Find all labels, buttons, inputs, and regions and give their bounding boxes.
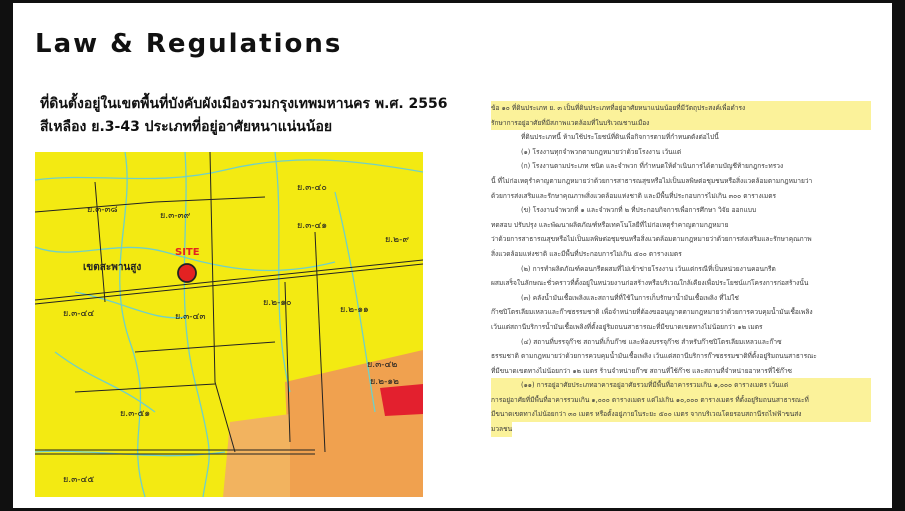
regulation-line: (๔) สถานที่บรรจุก๊าซ สถานที่เก็บก๊าซ และห้องบรรจุก๊าซ สำหรับก๊าซปิโตรเลียมเหลวและก๊าซ [521,337,782,346]
regulation-line: การอยู่อาศัยที่มีพื้นที่อาคารรวมเกิน ๑,๐๐๐ ตารางเมตร แต่ไม่เกิน ๑๐,๐๐๐ ตารางเมตร ที่ตั้งอยู่ริมถนนสาธารณะที่ [491,393,871,408]
zone-label: ย.๓-๓๘ [87,205,118,215]
regulation-text [491,101,871,442]
map-heading [40,93,448,139]
regulation-line: ด้วยการส่งเสริมและรักษาคุณภาพสิ่งแวดล้อมแห่งชาติ และมีพื้นที่ประกอบการไม่เกิน ๓๐๐ ตารางเมตร [491,191,777,200]
regulation-line: มีขนาดเขตทางไม่น้อยกว่า ๓๐ เมตร หรือตั้งอยู่ภายในระยะ ๕๐๐ เมตร จากบริเวณโดยรอบสถานีรถไฟฟ้าขนส่ง [491,407,871,422]
regulation-line: ทดสอบ ปรับปรุง และพัฒนาผลิตภัณฑ์หรือเทคโนโลยีที่ไม่ก่อเหตุรำคาญตามกฎหมาย [491,220,729,229]
regulation-line: (๑๑) การอยู่อาศัยประเภทอาคารอยู่อาศัยรวมที่มีพื้นที่อาคารรวมเกิน ๑,๐๐๐ ตารางเมตร เว้นแต่ [491,378,871,393]
regulation-line: มวลชน [491,422,512,437]
zone-label: ย.๓-๔๑ [297,221,328,231]
slide-title: Law & Regulations [35,29,343,59]
regulation-line: ว่าด้วยการสาธารณสุขหรือไม่เป็นมลพิษต่อชุมชนหรือสิ่งแวดล้อมตามกฎหมายว่าด้วยการส่งเสริมและรักษาคุณภาพ [491,235,812,244]
regulation-line: (๓) คลังน้ำมันเชื้อเพลิงและสถานที่ที่ใช้ในการเก็บรักษาน้ำมันเชื้อเพลิง ที่ไม่ใช่ [521,293,739,302]
district-label: เขตสะพานสูง [83,262,142,273]
presentation-slide [13,3,892,508]
zone-label: ย.๓-๔๒ [367,360,398,370]
zone-label: ย.๓-๓๙ [160,211,191,221]
regulation-line: (ข) โรงงานจำพวกที่ ๑ และจำพวกที่ ๒ ที่ประกอบกิจการเพื่อการศึกษา วิจัย ออกแบบ [521,206,757,215]
zone-label: ย.๒-๙ [385,235,409,245]
regulation-line: ข้อ ๑๐ ที่ดินประเภท ย. ๓ เป็นที่ดินประเภทที่อยู่อาศัยหนาแน่นน้อยที่มีวัตถุประสงค์เพื่อดำรง [491,101,871,116]
red-zone [380,384,423,416]
zone-label: ย.๒-๑๒ [370,377,399,387]
zone-label: ย.๓-๔๐ [297,183,327,193]
zone-label: ย.๒-๑๐ [263,298,292,308]
zone-label: ย.๓-๔๔ [63,309,95,319]
site-marker [178,264,196,282]
orange-zone [223,414,290,497]
site-label: SITE [175,247,200,258]
regulation-line: นี้ ที่ไม่ก่อเหตุรำคาญตามกฎหมายว่าด้วยการสาธารณสุขหรือไม่เป็นมลพิษต่อชุมชนหรือสิ่งแวดล้อมตามกฎหมายว่า [491,176,813,185]
regulation-line: ก๊าซปิโตรเลียมเหลวและก๊าซธรรมชาติ เพื่อจำหน่ายที่ต้องขออนุญาตตามกฎหมายว่าด้วยการควบคุมน้ำมันเชื้อเพลิง [491,308,813,317]
regulation-line: (๒) การทำผลิตภัณฑ์คอนกรีตผสมที่ไม่เข้าข่ายโรงงาน เว้นแต่กรณีที่เป็นหน่วยงานคอนกรีต [521,264,776,273]
map-heading-line-1: ที่ดินตั้งอยู่ในเขตพื้นที่บังคับผังเมืองรวมกรุงเทพมหานคร พ.ศ. 2556 [40,96,448,112]
regulation-line: (๑) โรงงานทุกจำพวกตามกฎหมายว่าด้วยโรงงาน เว้นแต่ [521,147,682,156]
regulation-line: สิ่งแวดล้อมแห่งชาติ และมีพื้นที่ประกอบการไม่เกิน ๕๐๐ ตารางเมตร [491,249,682,258]
zone-label: ย.๒-๑๑ [340,305,369,315]
regulation-line: ธรรมชาติ ตามกฎหมายว่าด้วยการควบคุมน้ำมันเชื้อเพลิง เว้นแต่สถานีบริการก๊าซธรรมชาติที่ตั้งอยู่ริมถนนสาธารณะ [491,352,817,361]
regulation-line: (ก) โรงงานตามประเภท ชนิด และจำพวก ที่กำหนดให้ดำเนินการได้ตามบัญชีท้ายกฎกระทรวง [521,162,784,171]
regulation-line: ผสมเสร็จในลักษณะชั่วคราวที่ตั้งอยู่ในหน่วยงานก่อสร้างหรือบริเวณใกล้เคียงเพื่อประโยชน์แก่โครงการก่อสร้างนั้น [491,279,809,288]
zone-label: ย.๓-๕๑ [120,409,151,419]
regulation-line: รักษาการอยู่อาศัยที่มีสภาพแวดล้อมที่ในบริเวณชานเมือง [491,116,871,131]
zone-label: ย.๓-๔๕ [63,475,95,485]
zoning-map [35,152,423,497]
regulation-line: ที่ดินประเภทนี้ ห้ามใช้ประโยชน์ที่ดินเพื่อกิจการตามที่กำหนดดังต่อไปนี้ [521,133,719,142]
regulation-line: เว้นแต่สถานีบริการน้ำมันเชื้อเพลิงที่ตั้งอยู่ริมถนนสาธารณะที่มีขนาดเขตทางไม่น้อยกว่า ๑๒ เมตร [491,322,763,331]
zone-label: ย.๓-๔๓ [175,312,206,322]
regulation-line: ที่มีขนาดเขตทางไม่น้อยกว่า ๑๒ เมตร ร้านจำหน่ายก๊าซ สถานที่ใช้ก๊าซ และสถานที่จำหน่ายอาหารที่ใช้ก๊าซ [491,366,793,375]
map-heading-line-2: สีเหลือง ย.3-43 ประเภทที่อยู่อาศัยหนาแน่นน้อย [40,119,333,135]
